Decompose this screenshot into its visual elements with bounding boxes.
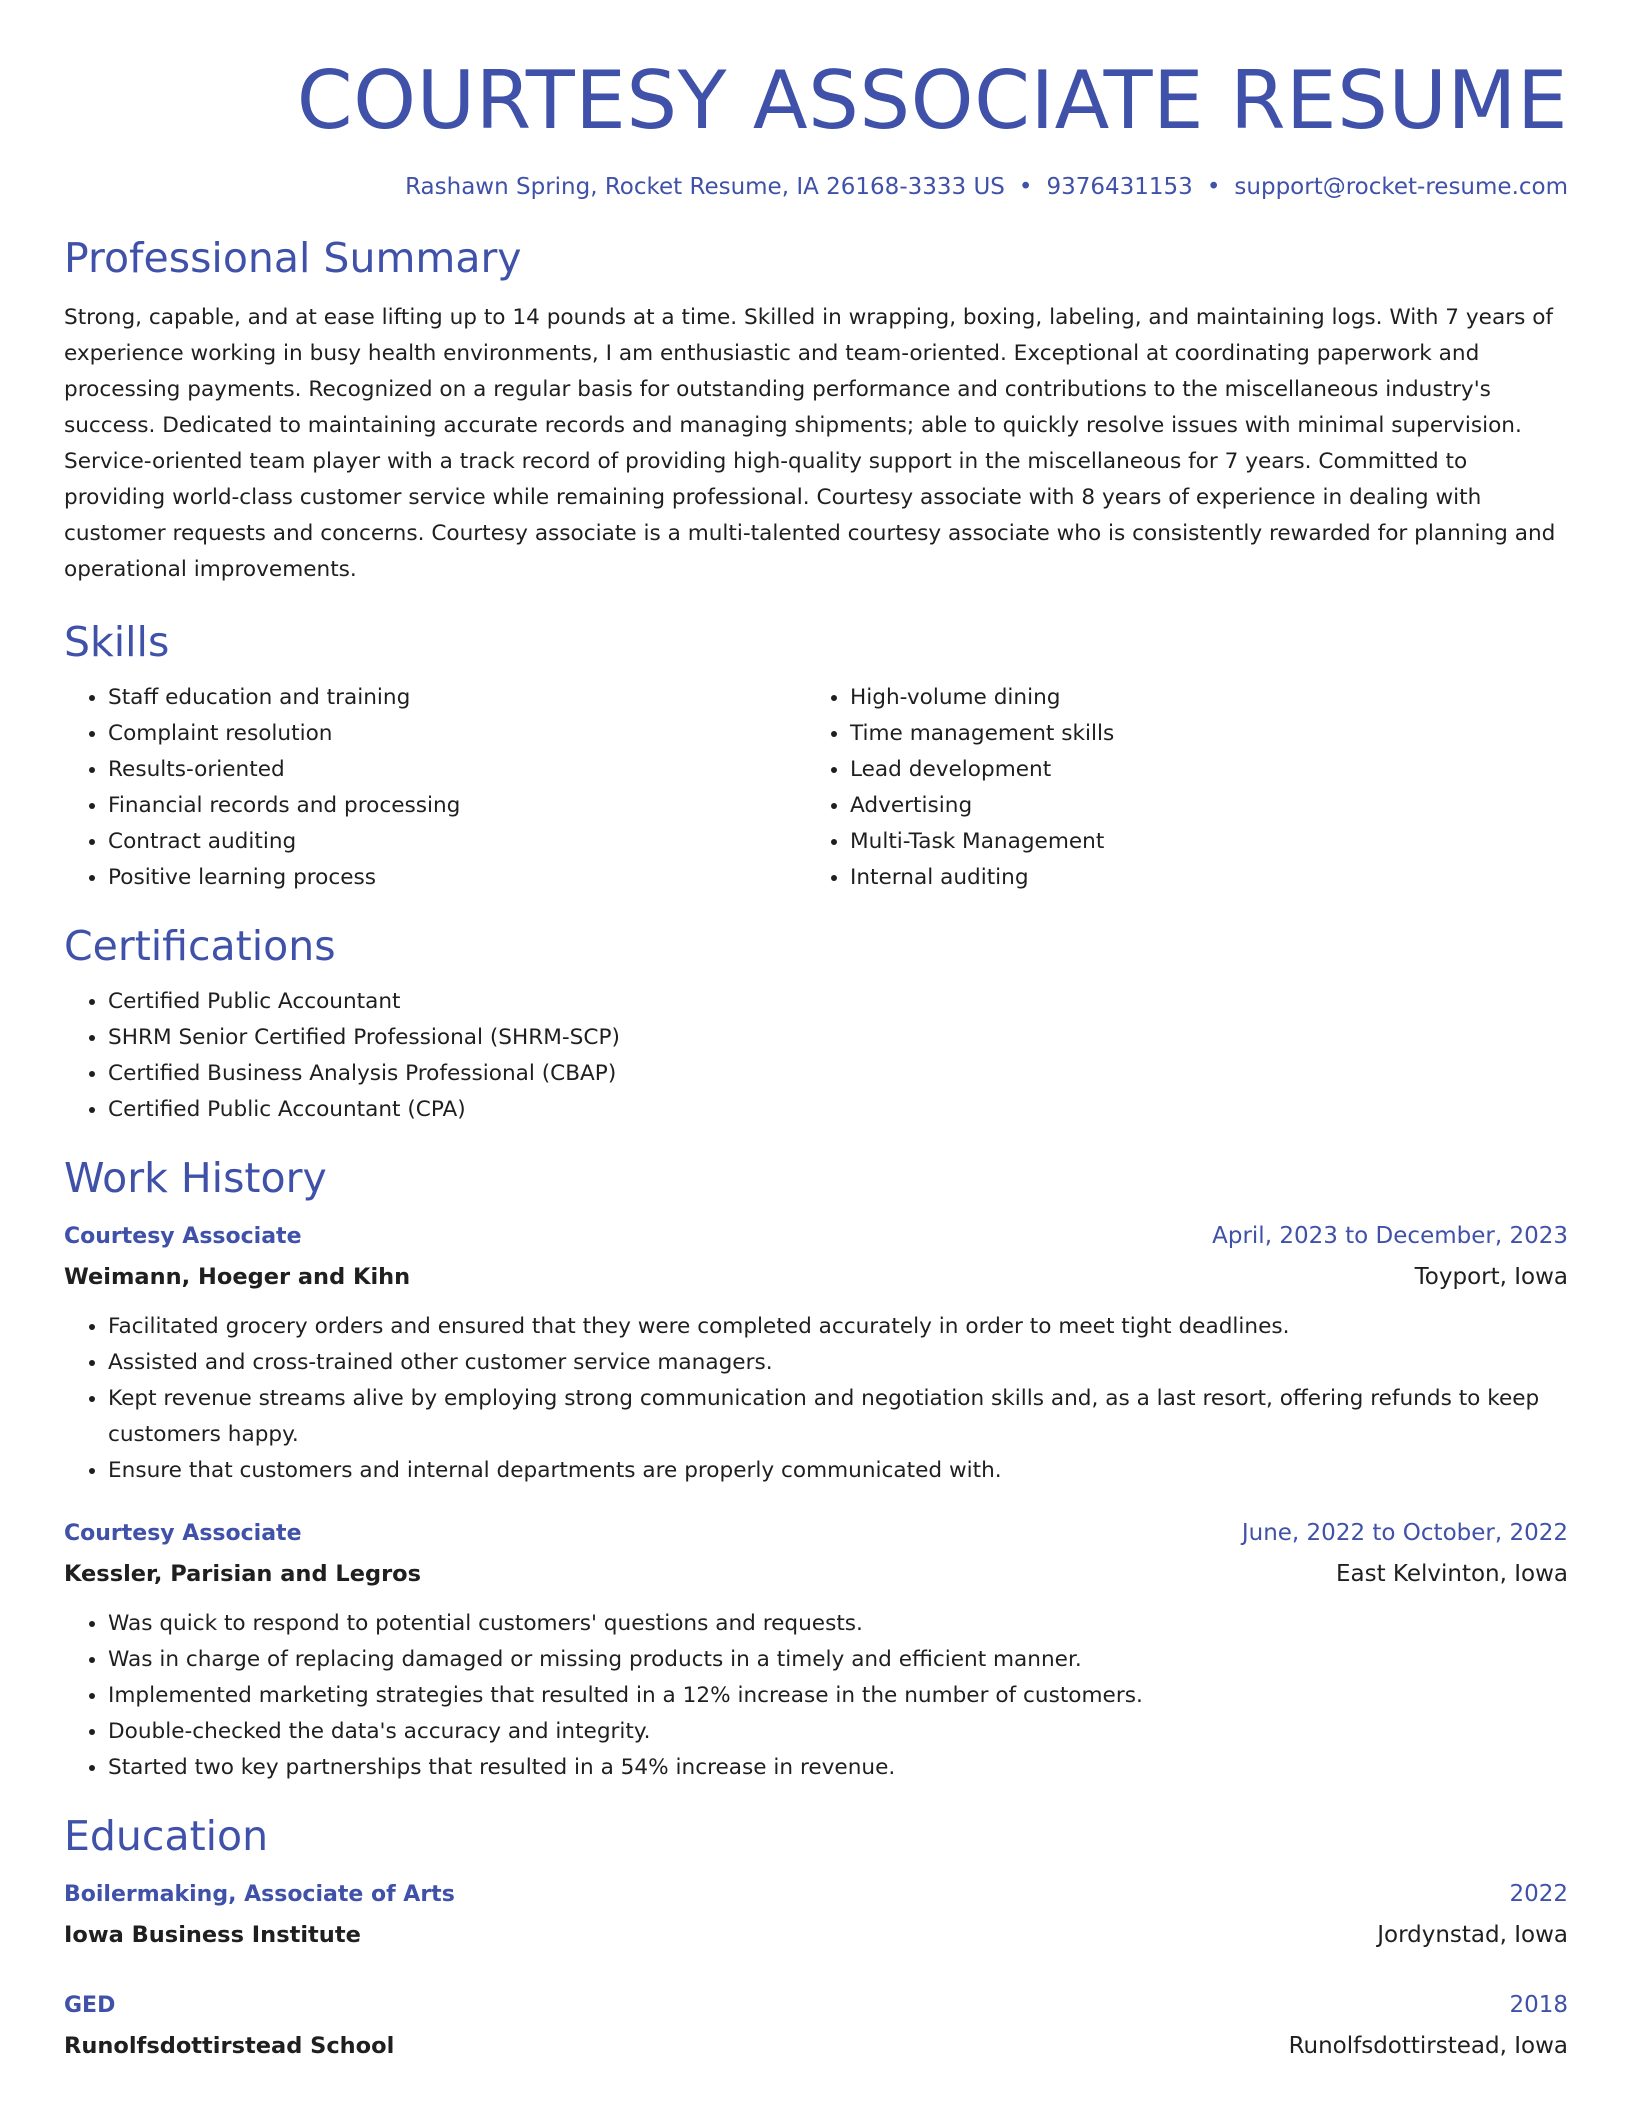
job-bullet: • Assisted and cross-trained other customer service managers. [108, 1345, 1568, 1381]
skill-item: • High-volume dining [850, 680, 1548, 716]
job-bullets [64, 1309, 1568, 1489]
certification-item: • Certified Public Accountant (CPA) [108, 1092, 1568, 1128]
job-header [64, 1216, 1568, 1257]
summary-heading: Professional Summary [64, 234, 522, 282]
certifications-heading: Certifications [64, 922, 336, 970]
skills-list [64, 680, 1568, 896]
job-bullet: • Implemented marketing strategies that resulted in a 12% increase in the number of customers. [108, 1678, 1568, 1714]
contact-email[interactable]: support@rocket-resume.com [1234, 174, 1568, 200]
skills-column-left [64, 680, 806, 896]
education-subheader [64, 2026, 1568, 2066]
skill-item: • Results-oriented [108, 752, 806, 788]
contact-phone: 9376431153 [1046, 174, 1193, 200]
education-location: Jordynstad, Iowa [1377, 1922, 1568, 1948]
job-bullet: • Facilitated grocery orders and ensured that they were completed accurately in order to meet tight deadlines. [108, 1309, 1568, 1345]
job-company: Kessler, Parisian and Legros [64, 1561, 422, 1587]
education-entry [64, 1874, 1568, 1955]
contact-separator: • [1206, 174, 1221, 200]
education-header [64, 1985, 1568, 2026]
job-bullet: • Ensure that customers and internal departments are properly communicated with. [108, 1453, 1568, 1489]
job-location: Toyport, Iowa [1414, 1264, 1568, 1290]
education-heading: Education [64, 1812, 269, 1860]
resume-page [64, 0, 1568, 2066]
skill-item: • Internal auditing [850, 860, 1548, 896]
job-subheader [64, 1554, 1568, 1594]
job-header [64, 1513, 1568, 1554]
job-bullets [64, 1606, 1568, 1786]
work-history-heading: Work History [64, 1154, 327, 1202]
skill-item: • Staff education and training [108, 680, 806, 716]
education-degree: GED [64, 1993, 116, 2018]
skill-item: • Advertising [850, 788, 1548, 824]
job-bullet: • Was in charge of replacing damaged or missing products in a timely and efficient manner. [108, 1642, 1568, 1678]
education-school: Iowa Business Institute [64, 1922, 361, 1948]
education-year: 2022 [1509, 1881, 1568, 1907]
skill-item: • Time management skills [850, 716, 1548, 752]
job-subheader [64, 1257, 1568, 1297]
contact-address: Rashawn Spring, Rocket Resume, IA 26168-3333 US [405, 174, 1005, 200]
education-location: Runolfsdottirstead, Iowa [1288, 2033, 1568, 2059]
education-school: Runolfsdottirstead School [64, 2033, 395, 2059]
education-entry [64, 1985, 1568, 2066]
education-degree: Boilermaking, Associate of Arts [64, 1882, 455, 1907]
resume-title: COURTESY ASSOCIATE RESUME [296, 54, 1568, 147]
job-bullet: • Kept revenue streams alive by employing strong communication and negotiation skills and, as a last resort, offering refunds to keep customers happy. [108, 1381, 1568, 1453]
skill-item: • Multi-Task Management [850, 824, 1548, 860]
education-header [64, 1874, 1568, 1915]
education-subheader [64, 1915, 1568, 1955]
job-bullet: • Started two key partnerships that resulted in a 54% increase in revenue. [108, 1750, 1568, 1786]
job-bullet: • Double-checked the data's accuracy and integrity. [108, 1714, 1568, 1750]
job-title: Courtesy Associate [64, 1521, 302, 1546]
job-entry [64, 1513, 1568, 1786]
certification-item: • SHRM Senior Certified Professional (SHRM-SCP) [108, 1020, 1568, 1056]
skill-item: • Contract auditing [108, 824, 806, 860]
skill-item: • Lead development [850, 752, 1548, 788]
skill-item: • Complaint resolution [108, 716, 806, 752]
skills-column-right [806, 680, 1548, 896]
job-title: Courtesy Associate [64, 1224, 302, 1249]
certifications-list [64, 984, 1568, 1128]
job-location: East Kelvinton, Iowa [1335, 1561, 1568, 1587]
job-entry [64, 1216, 1568, 1489]
contact-line [64, 172, 1568, 202]
skill-item: • Positive learning process [108, 860, 806, 896]
certification-item: • Certified Public Accountant [108, 984, 1568, 1020]
job-bullet: • Was quick to respond to potential customers' questions and requests. [108, 1606, 1568, 1642]
contact-separator: • [1018, 174, 1033, 200]
job-company: Weimann, Hoeger and Kihn [64, 1264, 411, 1290]
skill-item: • Financial records and processing [108, 788, 806, 824]
job-dates: June, 2022 to October, 2022 [1241, 1520, 1568, 1546]
summary-text: Strong, capable, and at ease lifting up to 14 pounds at a time. Skilled in wrapping, boxing, labeling, and maintaining logs. With 7 years of experience working in busy health environments, I am enthusiastic and team-oriented. Exceptional at coordinating paperwork and processing payments. Recognized on a regular basis for outstanding performance and contributions to the miscellaneous industry's success. Dedicated to maintaining accurate records and managing shipments; able to quickly resolve issues with minimal supervision. Service-oriented team player with a track record of providing high-quality support in the miscellaneous for 7 years. Committed to providing world-class customer service while remaining professional. Courtesy associate with 8 years of experience in dealing with customer requests and concerns. Courtesy associate is a multi-talented courtesy associate who is consistently rewarded for planning and operational improvements. [64, 305, 1556, 582]
education-year: 2018 [1509, 1992, 1568, 2018]
skills-heading: Skills [64, 618, 170, 666]
job-dates: April, 2023 to December, 2023 [1212, 1223, 1568, 1249]
certification-item: • Certified Business Analysis Professional (CBAP) [108, 1056, 1568, 1092]
